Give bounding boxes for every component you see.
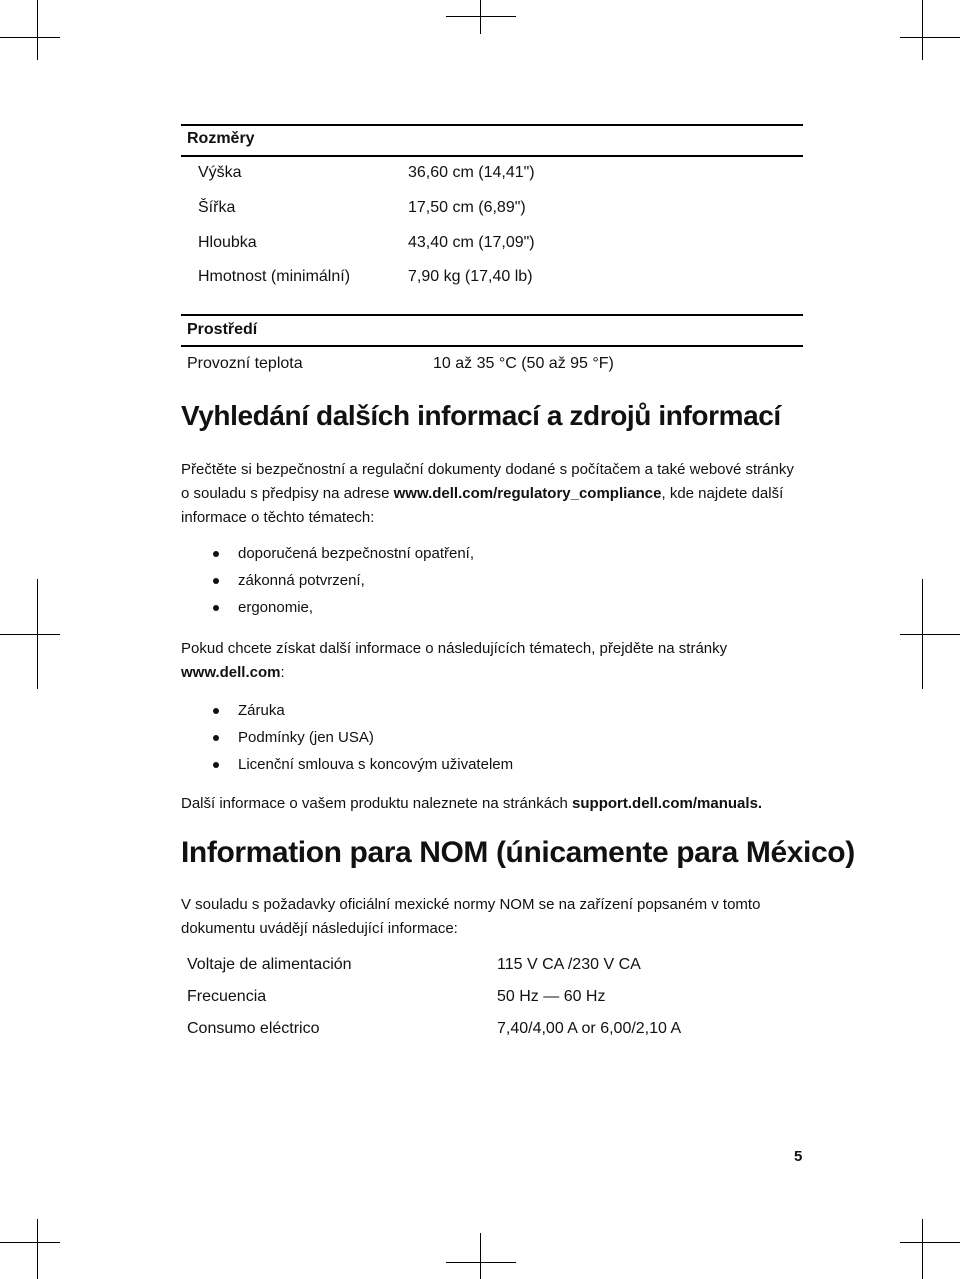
dimension-value: 17,50 cm (6,89") <box>408 199 526 216</box>
regulatory-link[interactable]: www.dell.com/regulatory_compliance <box>393 485 662 502</box>
info-intro <box>181 458 801 530</box>
info-intro-line: informace o těchto tématech: <box>181 509 375 526</box>
environment-heading: Prostředí <box>187 321 258 338</box>
table-rule <box>181 345 803 347</box>
table-rule <box>181 314 803 316</box>
dimension-value: 7,90 kg (17,40 lb) <box>408 268 533 285</box>
section-title: Vyhledání dalších informací a zdrojů informací <box>181 400 781 431</box>
info-intro-line: Přečtěte si bezpečnostní a regulační dokumenty dodané s počítačem a také webové stránky <box>181 461 794 478</box>
text-span: : <box>280 664 285 681</box>
list-item: Licenční smlouva s koncovým uživatelem <box>238 756 514 773</box>
support-link[interactable]: support.dell.com/manuals. <box>572 795 763 812</box>
text-span: Další informace o vašem produktu naleznete na stránkách <box>181 795 573 812</box>
bullet-icon <box>213 605 219 611</box>
nom-label: Frecuencia <box>187 988 267 1005</box>
table-rule <box>181 155 803 157</box>
bullet-icon <box>213 578 219 584</box>
info-intro-line <box>181 482 801 506</box>
dimension-value: 43,40 cm (17,09") <box>408 234 535 251</box>
dimension-label: Výška <box>198 164 242 181</box>
table-rule <box>181 124 803 126</box>
nom-label: Consumo eléctrico <box>187 1020 320 1037</box>
environment-label: Provozní teplota <box>187 355 303 372</box>
dell-link[interactable]: www.dell.com <box>181 664 281 681</box>
bullet-icon <box>213 735 219 741</box>
bullet-icon <box>213 708 219 714</box>
text-span: , kde najdete další <box>661 485 784 502</box>
page-number: 5 <box>794 1148 803 1165</box>
nom-value: 7,40/4,00 A or 6,00/2,10 A <box>497 1020 682 1037</box>
list-item: zákonná potvrzení, <box>238 572 365 589</box>
list-item: Podmínky (jen USA) <box>238 729 374 746</box>
more-info <box>181 637 801 685</box>
dimension-value: 36,60 cm (14,41") <box>408 164 535 181</box>
list-item: doporučená bezpečnostní opatření, <box>238 545 475 562</box>
dimension-label: Šířka <box>198 199 236 216</box>
more-info-line <box>181 661 801 685</box>
list-item: ergonomie, <box>238 599 314 616</box>
support-info <box>181 792 801 816</box>
bullet-icon <box>213 551 219 557</box>
more-info-line: Pokud chcete získat další informace o následujících tématech, přejděte na stránky <box>181 640 728 657</box>
text-span: o souladu s předpisy na adrese <box>181 485 394 502</box>
list-item: Záruka <box>238 702 285 719</box>
nom-intro-line: V souladu s požadavky oficiální mexické normy NOM se na zařízení popsaném v tomto <box>181 896 761 913</box>
section-title: Information para NOM (únicamente para México) <box>181 836 855 869</box>
dimensions-heading: Rozměry <box>187 130 255 147</box>
dimension-label: Hmotnost (minimální) <box>198 268 351 285</box>
bullet-icon <box>213 762 219 768</box>
environment-value: 10 až 35 °C (50 až 95 °F) <box>433 355 614 372</box>
nom-label: Voltaje de alimentación <box>187 956 352 973</box>
nom-intro <box>181 893 801 941</box>
dimension-label: Hloubka <box>198 234 257 251</box>
nom-value: 50 Hz — 60 Hz <box>497 988 606 1005</box>
nom-value: 115 V CA /230 V CA <box>497 956 641 973</box>
nom-intro-line: dokumentu uvádějí následující informace: <box>181 920 458 937</box>
